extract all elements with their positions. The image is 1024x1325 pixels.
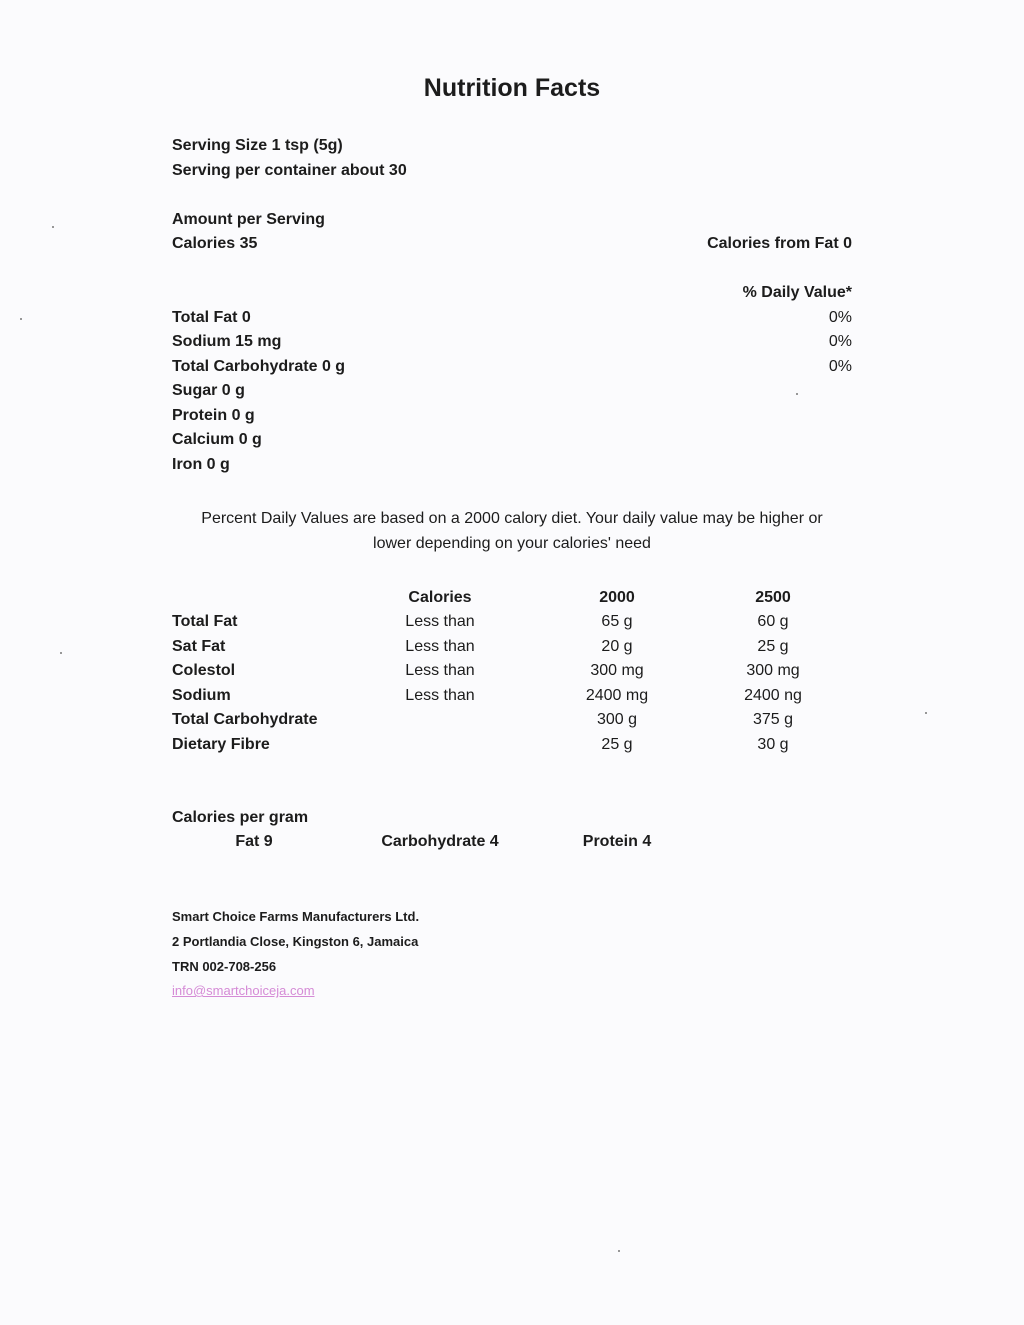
- nutrient-label: Sodium 15 mg: [172, 333, 282, 350]
- table-cell: 375 g: [752, 711, 794, 728]
- table-header: 2500: [755, 589, 791, 606]
- page-title: Nutrition Facts: [423, 74, 601, 102]
- table-cell: 25 g: [601, 736, 633, 753]
- nutrient-dv: 0%: [828, 333, 852, 350]
- calories-from-fat: Calories from Fat 0: [707, 235, 852, 252]
- scan-speck: [796, 393, 798, 395]
- table-header: 2000: [599, 589, 635, 606]
- calories-per-gram-heading: Calories per gram: [172, 809, 309, 826]
- footnote-line-1: Percent Daily Values are based on a 2000 calory diet. Your daily value may be higher or: [201, 510, 823, 527]
- calories-per-gram-fat: Fat 9: [235, 833, 273, 850]
- calories: Calories 35: [172, 235, 258, 252]
- table-cell: Total Carbohydrate: [172, 711, 318, 728]
- calories-per-gram-protein: Protein 4: [582, 833, 652, 850]
- table-cell: 30 g: [757, 736, 789, 753]
- scan-speck: [52, 226, 54, 228]
- table-cell: 300 mg: [746, 662, 800, 679]
- calories-per-gram-carbohydrate: Carbohydrate 4: [381, 833, 499, 850]
- table-header: Calories: [408, 589, 472, 606]
- table-cell: Sodium: [172, 687, 231, 704]
- amount-heading: Amount per Serving: [172, 211, 325, 228]
- table-cell: 25 g: [757, 638, 789, 655]
- footnote-line-2: lower depending on your calories' need: [373, 535, 651, 552]
- table-cell: 65 g: [601, 613, 633, 630]
- table-cell: 20 g: [601, 638, 633, 655]
- table-cell: Less than: [405, 687, 475, 704]
- scan-speck: [618, 1250, 620, 1252]
- nutrient-label: Sugar 0 g: [172, 382, 245, 399]
- table-cell: Colestol: [172, 662, 236, 679]
- daily-value-header: % Daily Value*: [742, 284, 852, 301]
- serving-size: Serving Size 1 tsp (5g): [172, 137, 343, 154]
- table-cell: Less than: [405, 613, 475, 630]
- table-cell: 2400 ng: [744, 687, 802, 704]
- table-cell: 60 g: [757, 613, 789, 630]
- table-cell: Sat Fat: [172, 638, 226, 655]
- company-address: 2 Portlandia Close, Kingston 6, Jamaica: [172, 934, 419, 949]
- nutrient-dv: 0%: [828, 309, 852, 326]
- scan-speck: [60, 652, 62, 654]
- table-cell: 300 g: [596, 711, 638, 728]
- servings-per-container: Serving per container about 30: [172, 162, 407, 179]
- table-cell: Dietary Fibre: [172, 736, 270, 753]
- table-cell: Less than: [405, 662, 475, 679]
- nutrient-label: Iron 0 g: [172, 456, 230, 473]
- table-cell: Less than: [405, 638, 475, 655]
- table-cell: 300 mg: [590, 662, 644, 679]
- nutrient-label: Total Carbohydrate 0 g: [172, 358, 346, 375]
- company-email-link[interactable]: info@smartchoiceja.com: [172, 983, 315, 998]
- nutrient-label: Total Fat 0: [172, 309, 251, 326]
- scan-speck: [925, 712, 927, 714]
- company-trn: TRN 002-708-256: [172, 959, 277, 974]
- company-name: Smart Choice Farms Manufacturers Ltd.: [172, 909, 420, 924]
- nutrient-label: Protein 0 g: [172, 407, 255, 424]
- scan-speck: [20, 318, 22, 320]
- nutrient-label: Calcium 0 g: [172, 431, 262, 448]
- nutrient-dv: 0%: [828, 358, 852, 375]
- table-cell: 2400 mg: [585, 687, 649, 704]
- table-cell: Total Fat: [172, 613, 238, 630]
